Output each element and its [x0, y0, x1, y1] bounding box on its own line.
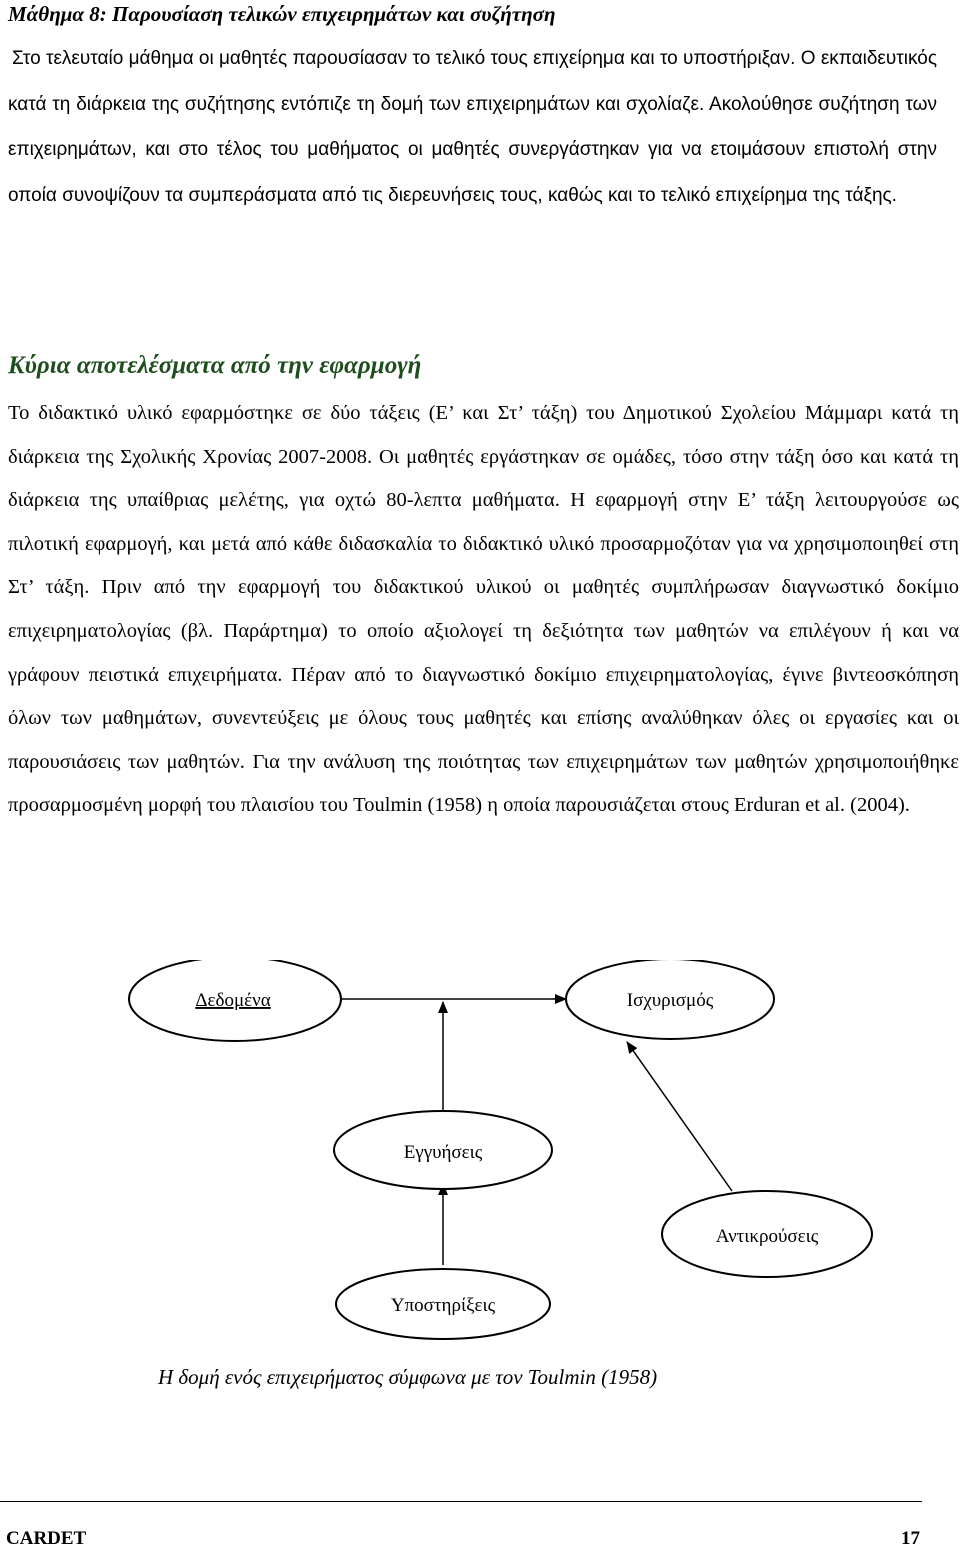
node-claim-label: Ισχυρισμός	[626, 990, 714, 1011]
lesson-title: Μάθημα 8: Παρουσίαση τελικών επιχειρημάτων και συζήτηση	[8, 2, 556, 26]
node-backings	[336, 1269, 550, 1339]
node-rebuttals	[662, 1191, 872, 1277]
results-paragraph: Το διδακτικό υλικό εφαρμόστηκε σε δύο τάξεις (Ε’ και Στ’ τάξη) του Δημοτικού Σχολείου Μάμμαρι κατά τη διάρκεια της Σχολικής Χρονίας 2007-2008. Οι μαθητές εργάστηκαν σε ομάδες, τόσο στην τάξη όσο και κατά τη διάρκεια της υπαίθριας μελέτης, για οχτώ 80-λεπτα μαθήματα. Η εφαρμογή στην Ε’ τάξη λειτουργούσε ως πιλοτική εφαρμογή, και μετά από κάθε διδασκαλία το διδακτικό υλικό προσαρμοζόταν για να χρησιμοποιηθεί στη Στ’ τάξη. Πριν από την εφαρμογή του διδακτικού υλικού οι μαθητές συμπλήρωσαν διαγνωστικό δοκίμιο επιχειρηματολογίας (βλ. Παράρτημα) το οποίο αξιολογεί τη δεξιότητα των μαθητών να επιλέγουν ή και να γράφουν πειστικά επιχειρήματα. Πέραν από το διαγνωστικό δοκίμιο επιχειρηματολογίας, έγινε βιντεοσκόπηση όλων των μαθημάτων, συνεντεύξεις με όλους τους μαθητές και επίσης αναλύθηκαν όλες οι εργασίες και οι παρουσιάσεις των μαθητών. Για την ανάλυση της ποιότητας των επιχειρημάτων των μαθητών χρησιμοποιήθηκε προσαρμοσμένη μορφή του πλαισίου του Toulmin (1958) η οποία παρουσιάζεται στους Erduran et al. (2004).	[8, 402, 959, 817]
lesson-paragraph: Στο τελευταίο μάθημα οι μαθητές παρουσίασαν το τελικό τους επιχείρημα και το υποστήριξαν. Ο εκπαιδευτικός κατά τη διάρκεια της συζήτησης εντόπιζε τη δομή των επιχειρημάτων και σχολίαζε. Ακολούθησε συζήτηση των επιχειρημάτων, και στο τέλος του μαθήματος οι μαθητές συνεργάστηκαν για να ετοιμάσουν επιστολή στην οποία συνοψίζουν τα συμπεράσματα από τις διερευνήσεις τους, καθώς και το τελικό επιχείρημα της τάξης.	[8, 48, 937, 206]
results-heading: Κύρια αποτελέσματα από την εφαρμογή	[8, 352, 422, 379]
node-backings-label: Υποστηρίξεις	[390, 1295, 496, 1316]
page-number: 17	[901, 1528, 920, 1549]
diagram-caption: Η δομή ενός επιχειρήματος σύμφωνα με τον Toulmin (1958)	[158, 1365, 658, 1389]
footer-organization: CARDET	[6, 1528, 87, 1549]
toulmin-diagram	[0, 960, 960, 1340]
node-rebuttals-label: Αντικρούσεις	[715, 1226, 819, 1247]
footer-divider	[0, 1501, 922, 1502]
arrow-rebuttals-to-claim	[627, 1042, 732, 1191]
node-warrants	[334, 1111, 552, 1189]
node-warrants-label: Εγγυήσεις	[403, 1142, 483, 1163]
node-data-label: Δεδομένα	[195, 990, 271, 1011]
node-claim	[566, 960, 774, 1039]
node-data	[129, 960, 341, 1041]
